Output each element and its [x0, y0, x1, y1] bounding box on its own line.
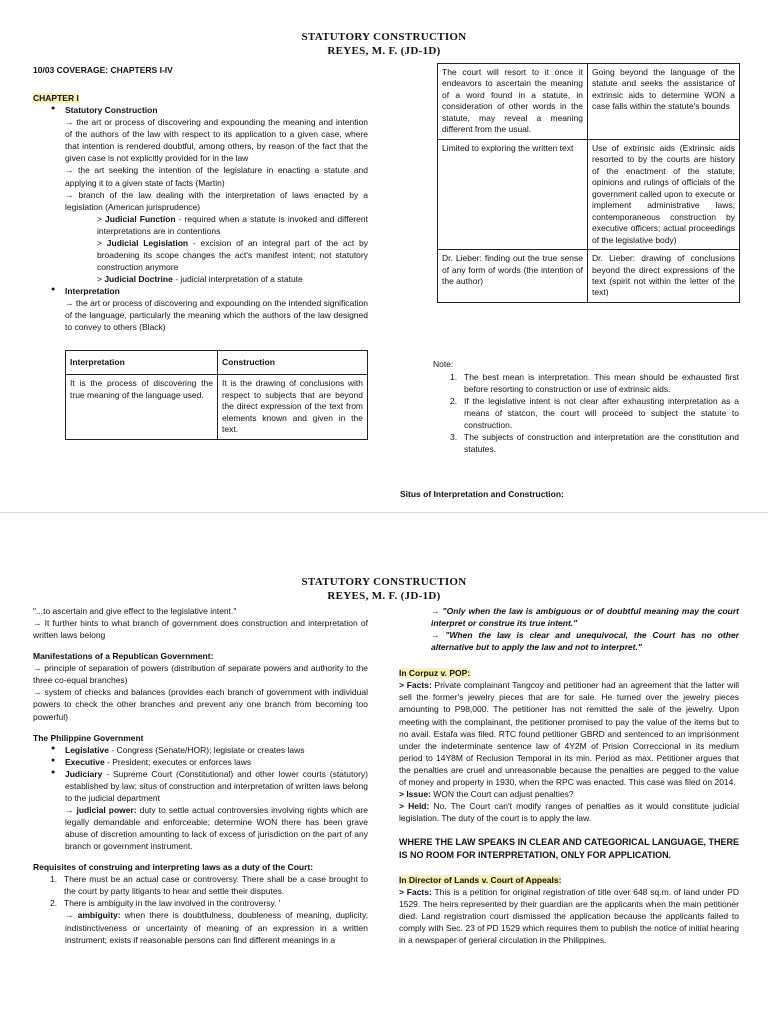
ph-gov-heading: The Philippine Government — [33, 732, 144, 743]
table-row — [438, 64, 740, 140]
arrow-icon: → — [65, 910, 74, 921]
doc-author: REYES, M. F. (JD-1D) — [327, 45, 441, 57]
judicial-power: → judicial power: duty to settle actual controversies involving rights which are legally demandable and enforceable; determine WON there has been grave abuse of discretion amounting to lack of excess of jurisdiction on the part of any branch or government instrument. — [65, 804, 368, 852]
arrow-icon: → — [431, 606, 440, 616]
table-cell: Limited to exploring the written text — [438, 139, 588, 249]
comparison-table — [437, 63, 740, 303]
stat-con-def3: → branch of the law dealing with the interpretation of laws enacted by a legislation (American jurisprudence) — [65, 189, 368, 212]
arrow-icon: → — [65, 117, 74, 128]
table-row — [438, 139, 740, 249]
judicial-function: > Judicial Function - required when a statute is invoked and different interpretations are in contentions — [97, 213, 368, 236]
document-page-2 — [0, 512, 768, 1024]
gov-judiciary: ● Judiciary - Supreme Court (Constitutional) and other lower courts (statutory) established by law; situs of construction and interpretation of written laws belong to the judicial department — [51, 768, 368, 804]
table-cell: The court will resort to it once it endeavors to ascertain the meaning of a word found in a statute, in consideration of other words in the statute, may reveal a meaning different from the usual. — [438, 64, 588, 140]
stat-con-def1: → the art or process of discovering and expounding the meaning and intention of the authors of the law with respect to its application to a given case, where that intention is rendered doubtful, among others, by reason of the fact that the given case is not explicitly provided for in the law — [65, 117, 368, 164]
case-director-title: In Director of Lands v. Court of Appeals: — [399, 875, 562, 886]
manifestations-heading: Manifestations of a Republican Government: — [33, 651, 214, 662]
table-cell: Dr. Lieber: finding out the true sense of any form of words (the intention of the author) — [438, 250, 588, 303]
arrow-icon: → — [65, 804, 74, 815]
list-item: 3. The subjects of construction and interpretation are the constitution and statutes. — [450, 432, 739, 455]
list-item: 2. If the legislative intent is not clear after exhausting interpretation as a means of statcon, the court will proceed to subject the statute to construction. — [450, 396, 739, 431]
case-corpuz-issue: > Issue: WON the Court can adjust penalties? — [399, 788, 574, 799]
doc-author: REYES, M. F. (JD-1D) — [327, 590, 441, 602]
arrow-icon: → — [33, 687, 42, 698]
manifest-point: → system of checks and balances (provides each branch of government with individual powers to check the other branches and prevent any one branch from becoming too powerful) — [33, 687, 368, 722]
table-cell: Going beyond the language of the statute and seeks the assistance of extrinsic aids to determine WON a case falls within the statute's bounds — [588, 64, 740, 140]
case-corpuz-facts: > Facts: Private complainant Tangcoy and petitioner had an agreement that the latter will sell the former's jewelry pieces that are for sale. He turned over the jewelry pieces amounting to P98,000. The petitioner has not remitted the sale of the jewelry. Upon meeting with the complainant, the petitioner promised to pay the value of the items but to no avail. Estafa was filed. RTC found petitioner GBRD and sentenced to an imprisonment under the indeterminate sentence law of 4Y2M of Prision Correccional in its medium period to 14Y8M of Reclusion Temporal in its min. Period as max. Petitioner argues that the penalties are cruel and unreasonable because the penalties are pegged to the value of money and property in 1930, when the RPC was enacted. This case was filed on 2014. — [399, 680, 739, 787]
chapter-heading: CHAPTER I — [33, 93, 79, 104]
case-corpuz-title: In Corpuz v. POP: — [399, 668, 471, 679]
arrow-icon: → — [431, 630, 440, 641]
interp-construction-table — [65, 350, 368, 439]
list-item: 2. There is ambiguity in the law involved in the controversy. ' — [50, 898, 281, 909]
manifest-point: → principle of separation of powers (distribution of separate powers and authority to the three co-equal branches) — [33, 663, 368, 686]
doc-title: STATUTORY CONSTRUCTION — [301, 576, 467, 588]
hint-text: → It further hints to what branch of government does construction and interpretation of written laws belong — [33, 618, 368, 641]
coverage-line: 10/03 COVERAGE: CHAPTERS I-IV — [33, 65, 173, 75]
clear-law-principle: WHERE THE LAW SPEAKS IN CLEAR AND CATEGORICAL LANGUAGE, THERE IS NO ROOM FOR INTERPRETATION, ONLY FOR APPLICATION. — [399, 837, 739, 861]
page1-left-column — [33, 64, 368, 440]
quote-clear-law: → "When the law is clear and unequivocal, the Court has no other alternative but to apply the law and not to interpret." — [431, 630, 739, 653]
interpretation-heading: ● Interpretation — [51, 285, 368, 297]
judicial-doctrine: > Judicial Doctrine - judicial interpretation of a statute — [97, 274, 303, 284]
table-cell: Use of extrinsic aids (Extrinsic aids resorted to by the courts are history of the enactment of the statute; opinions and rulings of officials of the government called upon to execute or implement administrative laws; contemporaneous construction by executive officers; actual proceedings of the legislative body) — [588, 139, 740, 249]
case-corpuz-held: > Held: No. The Court can't modify ranges of penalties as it would constitute judicial legislation. The duty of the court is to apply the law. — [399, 800, 740, 823]
judicial-legislation: > Judicial Legislation - excision of an integral part of the act by broadening its scope changes the act's manifest intent; not statutory construction anymore — [97, 237, 368, 272]
arrow-icon: → — [33, 618, 42, 629]
interpretation-def: → the art or process of discovering and expounding on the intended signification of the language, particularly the meaning which the authors of the law designed to convey to others (Black) — [65, 298, 368, 333]
table-row — [438, 250, 740, 303]
ambiguity-def: → ambiguity: when there is doubtfulness, doubleness of meaning, duplicity, indistinctiveness or uncertainty of meaning of an expression in a written instrument; exists if reasonable persons can find different meanings in a — [65, 910, 369, 945]
requisites-heading: Requisites of construing and interpreting laws as a duty of the Court: — [33, 862, 314, 873]
situs-heading: Situs of Interpretation and Construction: — [400, 489, 564, 499]
stat-con-def2: → the art seeking the intention of the legislature in enacting a statute and applying it to a given state of facts (Martin) — [65, 165, 368, 188]
intent-quote: "...to ascertain and give effect to the legislative intent." — [33, 606, 237, 616]
note-label: Note: — [433, 359, 454, 369]
table-header-construction: Construction — [218, 351, 368, 375]
case-director-facts: > Facts: This is a petition for original registration of title over 648 sq.m. of land under PD 1529. The heirs represented by their guardian are the applicants when the main petitioner died. Land registration court dismissed the application because the applicants failed to comply with Sec. 23 of PD 1529 which requires them to publish the notice of initial hearing in a newspaper of general circulation in the Philippines. — [399, 887, 739, 946]
table-cell: It is the drawing of conclusions with respect to subjects that are beyond the direct expression of the text from elements known and given in the text. — [218, 375, 368, 439]
table-cell: Dr. Lieber: drawing of conclusions beyond the direct expressions of the text (spirit not within the letter of the text) — [588, 250, 740, 303]
arrow-icon: → — [65, 298, 74, 309]
gov-legislative: ● Legislative - Congress (Senate/HOR); legislate or creates laws — [51, 744, 368, 756]
table-header-interpretation: Interpretation — [66, 351, 218, 375]
quote-ambiguous: → "Only when the law is ambiguous or of doubtful meaning may the court interpret or construe its true intent." — [431, 606, 739, 629]
arrow-icon: → — [65, 189, 74, 200]
list-item: 1. There must be an actual case or controversy. There shall be a case brought to the court by party litigants to hear and settle their disputes. — [50, 874, 368, 897]
page2-right-column — [399, 605, 739, 947]
page1-right-column — [437, 63, 740, 303]
table-cell: It is the process of discovering the true meaning of the language used. — [66, 375, 218, 439]
arrow-icon: → — [65, 165, 74, 176]
page2-left-column — [33, 605, 368, 946]
notes-section — [433, 358, 739, 456]
gov-executive: ● Executive - President; executes or enforces laws — [51, 756, 368, 768]
list-item: 1. The best mean is interpretation. This mean should be exhausted first before resorting to construction or use of extrinsic aids. — [450, 372, 739, 395]
stat-con-heading: ● Statutory Construction — [51, 104, 368, 116]
arrow-icon: → — [33, 663, 42, 674]
doc-title: STATUTORY CONSTRUCTION — [301, 31, 467, 43]
